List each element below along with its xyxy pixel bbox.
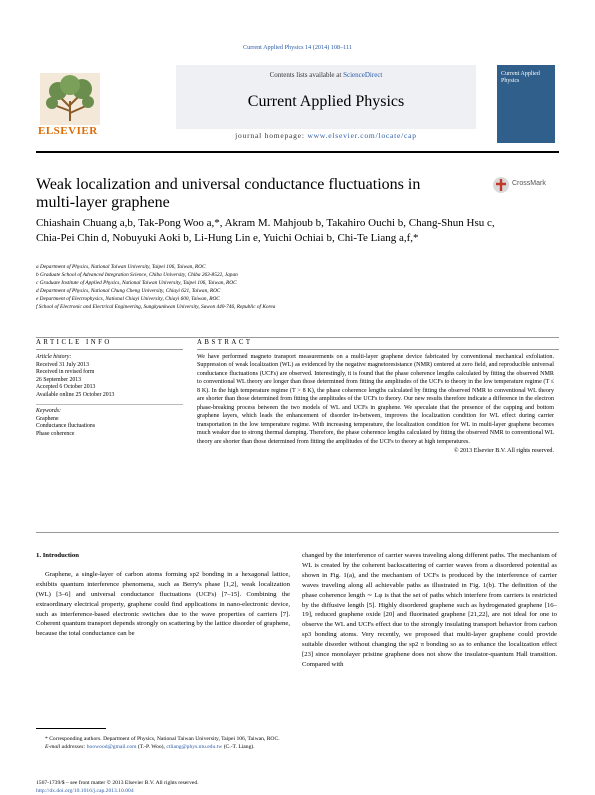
- abstract-body: [197, 353, 554, 455]
- article-title: Weak localization and universal conductance fluctuations in multi-layer graphene: [36, 176, 421, 211]
- footnote: [36, 736, 290, 751]
- intro-paragraph-cont: changed by the interference of carrier waves traveling along different paths. The mechanism of WL is created by the coherent backscattering of carrier waves from a disordered potential as shown in Fig. 1(a), and the mechanism of UCFs is produced by the interference of carrier waves traveling along all achievable paths as illustrated in Fig. 1(b). The definition of the phase coherence length ∼ Lφ is that the set of paths which interfere from carriers is restricted by the diffusive length [5]. Highly disordered graphene such as hydrogenated graphene [16–19], reduced graphene oxide [20] and fluorinated graphene [21,22], are not ideal for one to observe the WL and UCFs effect due to the strongly insulating transport behavior from carbon sp3 bonding atoms. Very recently, we proposed that multi-layer graphene could provide suitable disorder without changing the sp2 π bonding so as to enhance the localization effect [23] since monolayer pristine graphene does not show the insulator-quantum Hall transition. Compared with: [302, 552, 557, 668]
- abstract-heading: ABSTRACT: [197, 339, 253, 346]
- journal-title: Current Applied Physics: [247, 93, 405, 110]
- affiliation: b Graduate School of Advanced Integration Science, Chiba University, Chiba 263-8522, Japan: [36, 272, 238, 279]
- history-label: Article history:: [36, 354, 72, 360]
- keyword: Conductance fluctuations: [36, 423, 96, 430]
- affiliation: a Department of Physics, National Taiwan University, Taipei 106, Taiwan, ROC: [36, 264, 206, 270]
- affiliations: [36, 263, 556, 312]
- crossmark-badge[interactable]: [492, 176, 552, 196]
- email-owner: (T.-P. Woo),: [137, 743, 165, 750]
- history-item: 26 September 2013: [36, 376, 82, 383]
- journal-header: [36, 65, 559, 149]
- email-line: [36, 744, 290, 752]
- sciencedirect-link[interactable]: ScienceDirect: [343, 71, 383, 79]
- copyright-notice: © 2013 Elsevier B.V. All rights reserved.: [453, 447, 554, 454]
- article-info-heading: ARTICLE INFO: [36, 339, 112, 346]
- journal-banner: [176, 65, 476, 129]
- history-item: Available online 25 October 2013: [36, 391, 115, 398]
- abstract-text: We have performed magneto transport measurements on a multi-layer graphene device fabricated by conventional mechanical exfoliation. Suppression of weak localization (WL) as evidenced by the negative magnetoresistance (NMR) centered at zero field, and reproducible universal conductance fluctuations (UCFs) are observed. Interestingly, it is found that the phase coherence lengths calculated by fitting the observed NMR to conventional WL theory are longer than those determined from fitting the amplitudes of the UCFs to theory in the low temperature regime (T ≤ 8 K). In the high temperature regime (T > 8 K), the phase coherence lengths calculated by fitting the observed NMR to conventional WL theory are shorter than those determined from fitting the amplitudes of the UCFs to theory. Our new results therefore indicate a difference in the electron phase-breaking process between the two models of WL and UCFs in graphene. We speculate that the presence of the capping and bottom graphene layers, which leads the enhancement of disorder in-between, improves the localization condition for WL effect during carrier transportation in the low temperature regime. With increasing temperature, the localization condition for WL in multi-layer graphene becomes much weaker due to strong thermal damping. Therefore, the phase coherence lengths calculated by fitting the observed NMR to conventional WL theory are shorter than those determined from fitting the amplitudes of the UCFs to theory at high temperatures.: [197, 354, 554, 445]
- doi-link[interactable]: http://dx.doi.org/10.1016/j.cap.2013.10.004: [36, 787, 134, 794]
- affiliation: e Department of Electrophysics, National Chiayi University, Chiayi 600, Taiwan, ROC: [36, 296, 220, 303]
- corresponding-note: * Corresponding authors. Department of Physics, National Taiwan University, Taipei 106, Taiwan, ROC.: [45, 736, 280, 742]
- email-owner: (C.-T. Liang).: [223, 743, 255, 750]
- header-rule: [36, 151, 559, 153]
- article-info: [36, 354, 186, 439]
- intro-paragraph: Graphene, a single-layer of carbon atoms forming sp2 bonding in a hexagonal lattice, exhibits quantum interference phenomena, such as Berry's phase [1,2], weak localization (WL) [3–6] and universal conductance fluctuations (UCFs) [7–15]. Combining the extraordinary electrical property, graphene could find applications in nano-electronic device, such as interference-based electronic switches due to the wave properties of carriers [7]. Coherent quantum transport depends strongly on scattering by the lattice disorder of graphene, because the total conductance can be: [36, 570, 290, 638]
- history-item: Accepted 6 October 2013: [36, 384, 96, 391]
- abstract-end-rule: [36, 532, 559, 533]
- body-column-right: [302, 551, 557, 670]
- homepage-link[interactable]: www.elsevier.com/locate/cap: [307, 131, 417, 140]
- keywords-label: Keywords:: [36, 408, 61, 415]
- journal-cover-image: [497, 65, 555, 143]
- section-heading: 1. Introduction: [36, 552, 79, 559]
- body-column-left: [36, 551, 290, 639]
- front-matter: [36, 780, 199, 795]
- keywords-rule: [36, 404, 183, 405]
- crossmark-label: CrossMark: [512, 180, 546, 187]
- affiliation: c Graduate Institute of Applied Physics, National Taiwan University, Taipei 106, Taiwan, ROC: [36, 280, 237, 287]
- keyword: Phase coherence: [36, 430, 75, 437]
- contents-line: Contents lists available at ScienceDirect: [269, 71, 383, 79]
- email-link[interactable]: ctliang@phys.ntu.edu.tw: [166, 743, 223, 750]
- history-item: Received in revised form: [36, 369, 95, 376]
- elsevier-tree-logo: [36, 71, 106, 129]
- history-item: Received 31 July 2013: [36, 361, 89, 368]
- email-label: E-mail addresses:: [45, 743, 86, 750]
- email-link[interactable]: hoowood@gmail.com: [86, 743, 137, 750]
- issn-line: 1567-1739/$ – see front matter © 2013 Elsevier B.V. All rights reserved.: [36, 780, 199, 786]
- keyword: Graphene: [36, 415, 59, 422]
- affiliation: d Department of Physics, National Chung Cheng University, Chiayi 621, Taiwan, ROC: [36, 288, 221, 295]
- journal-homepage: journal homepage: www.elsevier.com/locate/cap: [235, 131, 417, 140]
- section-rule: [36, 337, 559, 338]
- affiliation: f School of Electronic and Electrical Engineering, Sungkyunkwan University, Suwon 440-746, Republic of Korea: [36, 304, 276, 311]
- author-list: Chiashain Chuang a,b, Tak-Pong Woo a,*, Akram M. Mahjoub b, Takahiro Ouchi b, Chang-Shun Hsu c, Chia-Pei Chin d, Nobuyuki Aoki b, Li-Hung Lin e, Yuichi Ochiai b, Chi-Te Liang a,f,*: [36, 217, 495, 244]
- publisher-name: ELSEVIER: [38, 125, 98, 137]
- cover-title: Current Applied Physics: [501, 71, 540, 84]
- footnote-rule: [36, 728, 106, 729]
- article-info-rule: [36, 349, 183, 350]
- crossmark-icon: [492, 176, 510, 194]
- journal-reference[interactable]: Current Applied Physics 14 (2014) 108–111: [242, 44, 353, 51]
- abstract-rule: [197, 349, 559, 350]
